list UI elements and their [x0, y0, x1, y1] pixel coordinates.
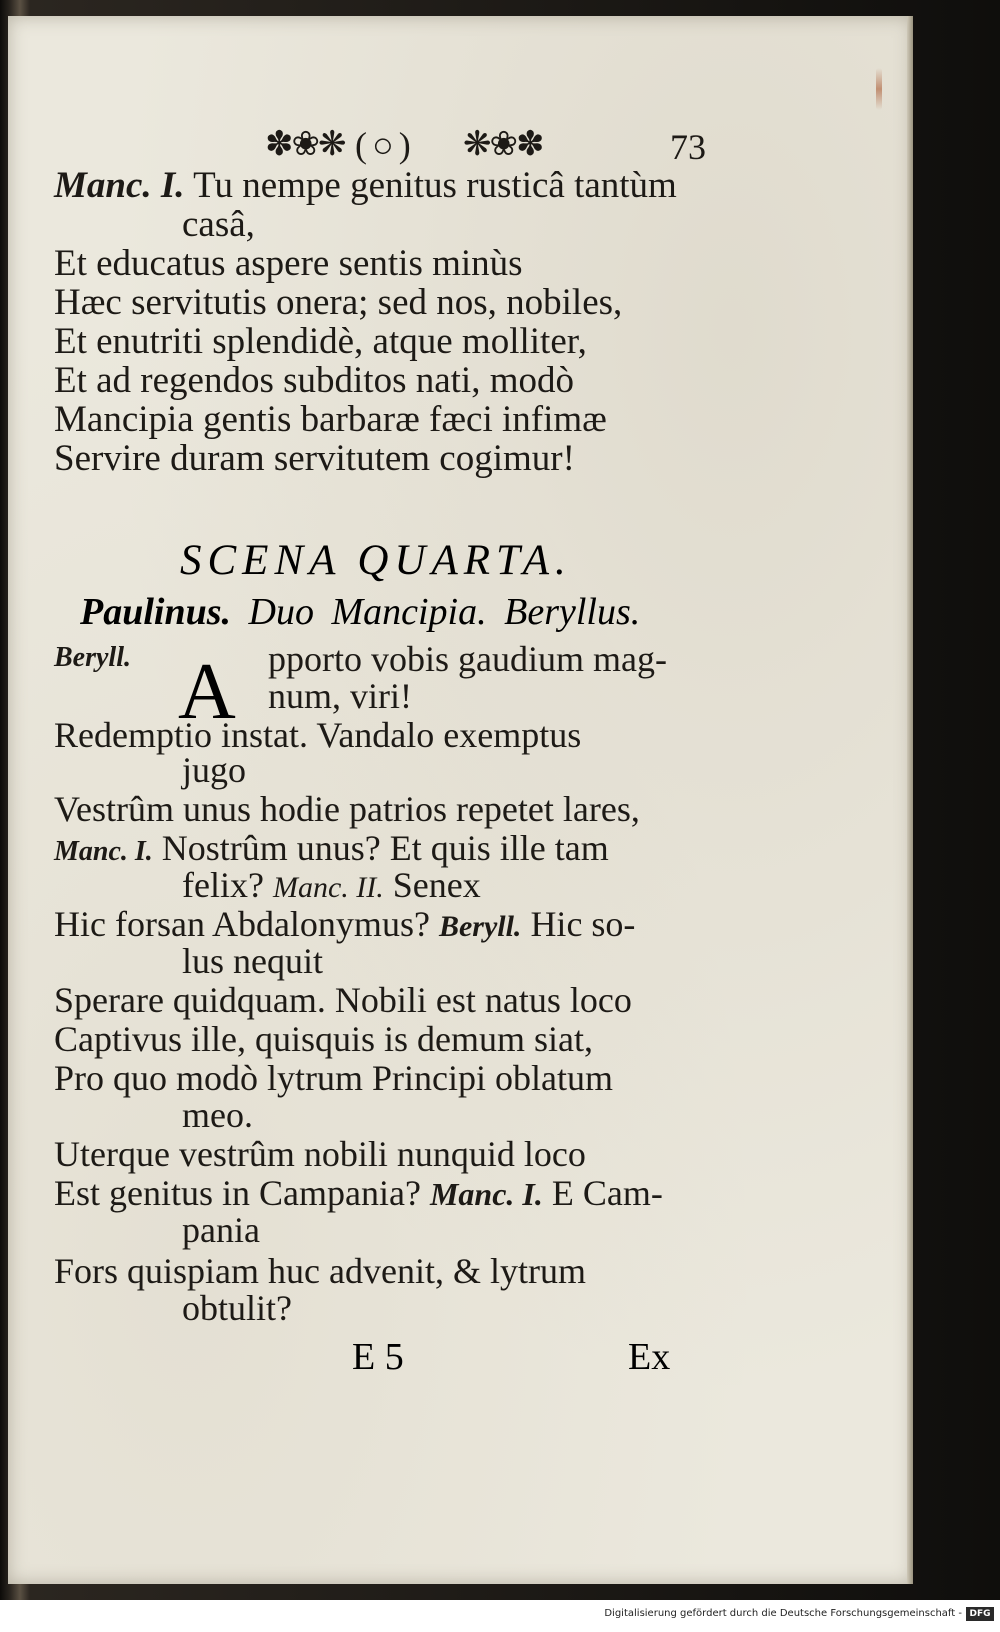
signature-mark: E 5 — [352, 1336, 404, 1378]
verse-text: Mancipia gentis barbaræ fæci infimæ — [54, 399, 607, 440]
speaker-label: Manc. I. — [429, 1176, 543, 1212]
verse-text: Hic so- — [521, 904, 636, 944]
dfg-logo-icon: DFG — [966, 1607, 994, 1621]
verse-line: pania — [182, 1210, 260, 1250]
verse-line: Captivus ille, quisquis is demum siat, — [54, 1019, 593, 1059]
speaker-label: Manc. II. — [272, 871, 384, 904]
verse-text: Hæc servitutis onera; sed nos, nobiles, — [54, 282, 623, 323]
verse-text: Servire duram servitutem cogimur! — [54, 438, 575, 479]
verse-line — [54, 400, 607, 440]
verse-text: Hic forsan Abdalonymus? — [54, 904, 439, 944]
credit-text: Digitalisierung gefördert durch die Deutsche Forschungsgemeinschaft - — [604, 1608, 962, 1619]
verse-line: Redemptio instat. Vandalo exemptus — [54, 715, 582, 755]
verse-line — [54, 361, 574, 401]
drop-cap: A — [178, 648, 236, 736]
verse-line: Uterque vestrûm nobili nunquid loco — [54, 1134, 586, 1174]
verse-line: meo. — [182, 1095, 253, 1135]
verse-text: E Cam- — [542, 1173, 663, 1213]
speaker-label: Beryll. — [54, 642, 131, 673]
verse-line — [182, 205, 255, 245]
verse-line — [54, 905, 635, 947]
verse-line — [54, 244, 523, 284]
verse-text: Nostrûm unus? Et quis ille tam — [152, 828, 609, 868]
ornament-right-icon: ❋❀✽ — [463, 126, 543, 163]
verse-text: Et educatus aspere sentis minùs — [54, 243, 523, 284]
verse-text: casâ, — [182, 204, 255, 245]
verse-line — [54, 166, 677, 206]
scene-title: SCENA QUARTA. — [180, 537, 572, 584]
speaker-label: Manc. I. — [54, 165, 185, 206]
verse-line: num, viri! — [268, 676, 412, 716]
dramatis-personae — [80, 590, 640, 634]
verse-text: Est genitus in Campania? — [54, 1173, 430, 1213]
verse-line: pporto vobis gaudium mag- — [268, 639, 667, 679]
speaker-label: Beryll. — [438, 910, 522, 943]
verse-line: Vestrûm unus hodie patrios repetet lares, — [54, 789, 640, 829]
persona-mancipia: Duo Mancipia. — [248, 591, 487, 633]
verse-line: lus nequit — [182, 941, 323, 981]
persona-beryllus: Beryllus. — [504, 591, 641, 633]
ornament-mid-icon: ( ○ ) — [355, 125, 409, 165]
verse-line — [54, 1174, 663, 1215]
verse-line — [54, 322, 587, 362]
catchword: Ex — [628, 1336, 671, 1378]
persona-paulinus: Paulinus. — [80, 591, 232, 633]
paper-stain — [876, 68, 882, 110]
verse-line — [182, 866, 481, 908]
verse-line: Pro quo modò lytrum Principi oblatum — [54, 1058, 613, 1098]
verse-line — [54, 439, 575, 479]
page-edge — [907, 16, 913, 1584]
verse-line: obtulit? — [182, 1288, 292, 1328]
credit-bar — [0, 1600, 1000, 1632]
verse-text: Et ad regendos subditos nati, modò — [54, 360, 574, 401]
verse-line — [54, 283, 622, 323]
verse-line: jugo — [182, 750, 247, 790]
verse-text: Et enutriti splendidè, atque molliter, — [54, 321, 587, 362]
speaker-label: Manc. I. — [54, 836, 153, 867]
running-header — [265, 120, 745, 167]
verse-text: felix? — [182, 865, 273, 905]
verse-line: Fors quispiam huc advenit, & lytrum — [54, 1251, 586, 1291]
verse-text: Senex — [383, 865, 481, 905]
verse-line: Sperare quidquam. Nobili est natus loco — [54, 980, 632, 1020]
ornament-left-icon: ✽❀❋ — [265, 126, 345, 163]
verse-text: Tu nempe genitus rusticâ tantùm — [184, 165, 677, 206]
page-number: 73 — [670, 127, 706, 167]
